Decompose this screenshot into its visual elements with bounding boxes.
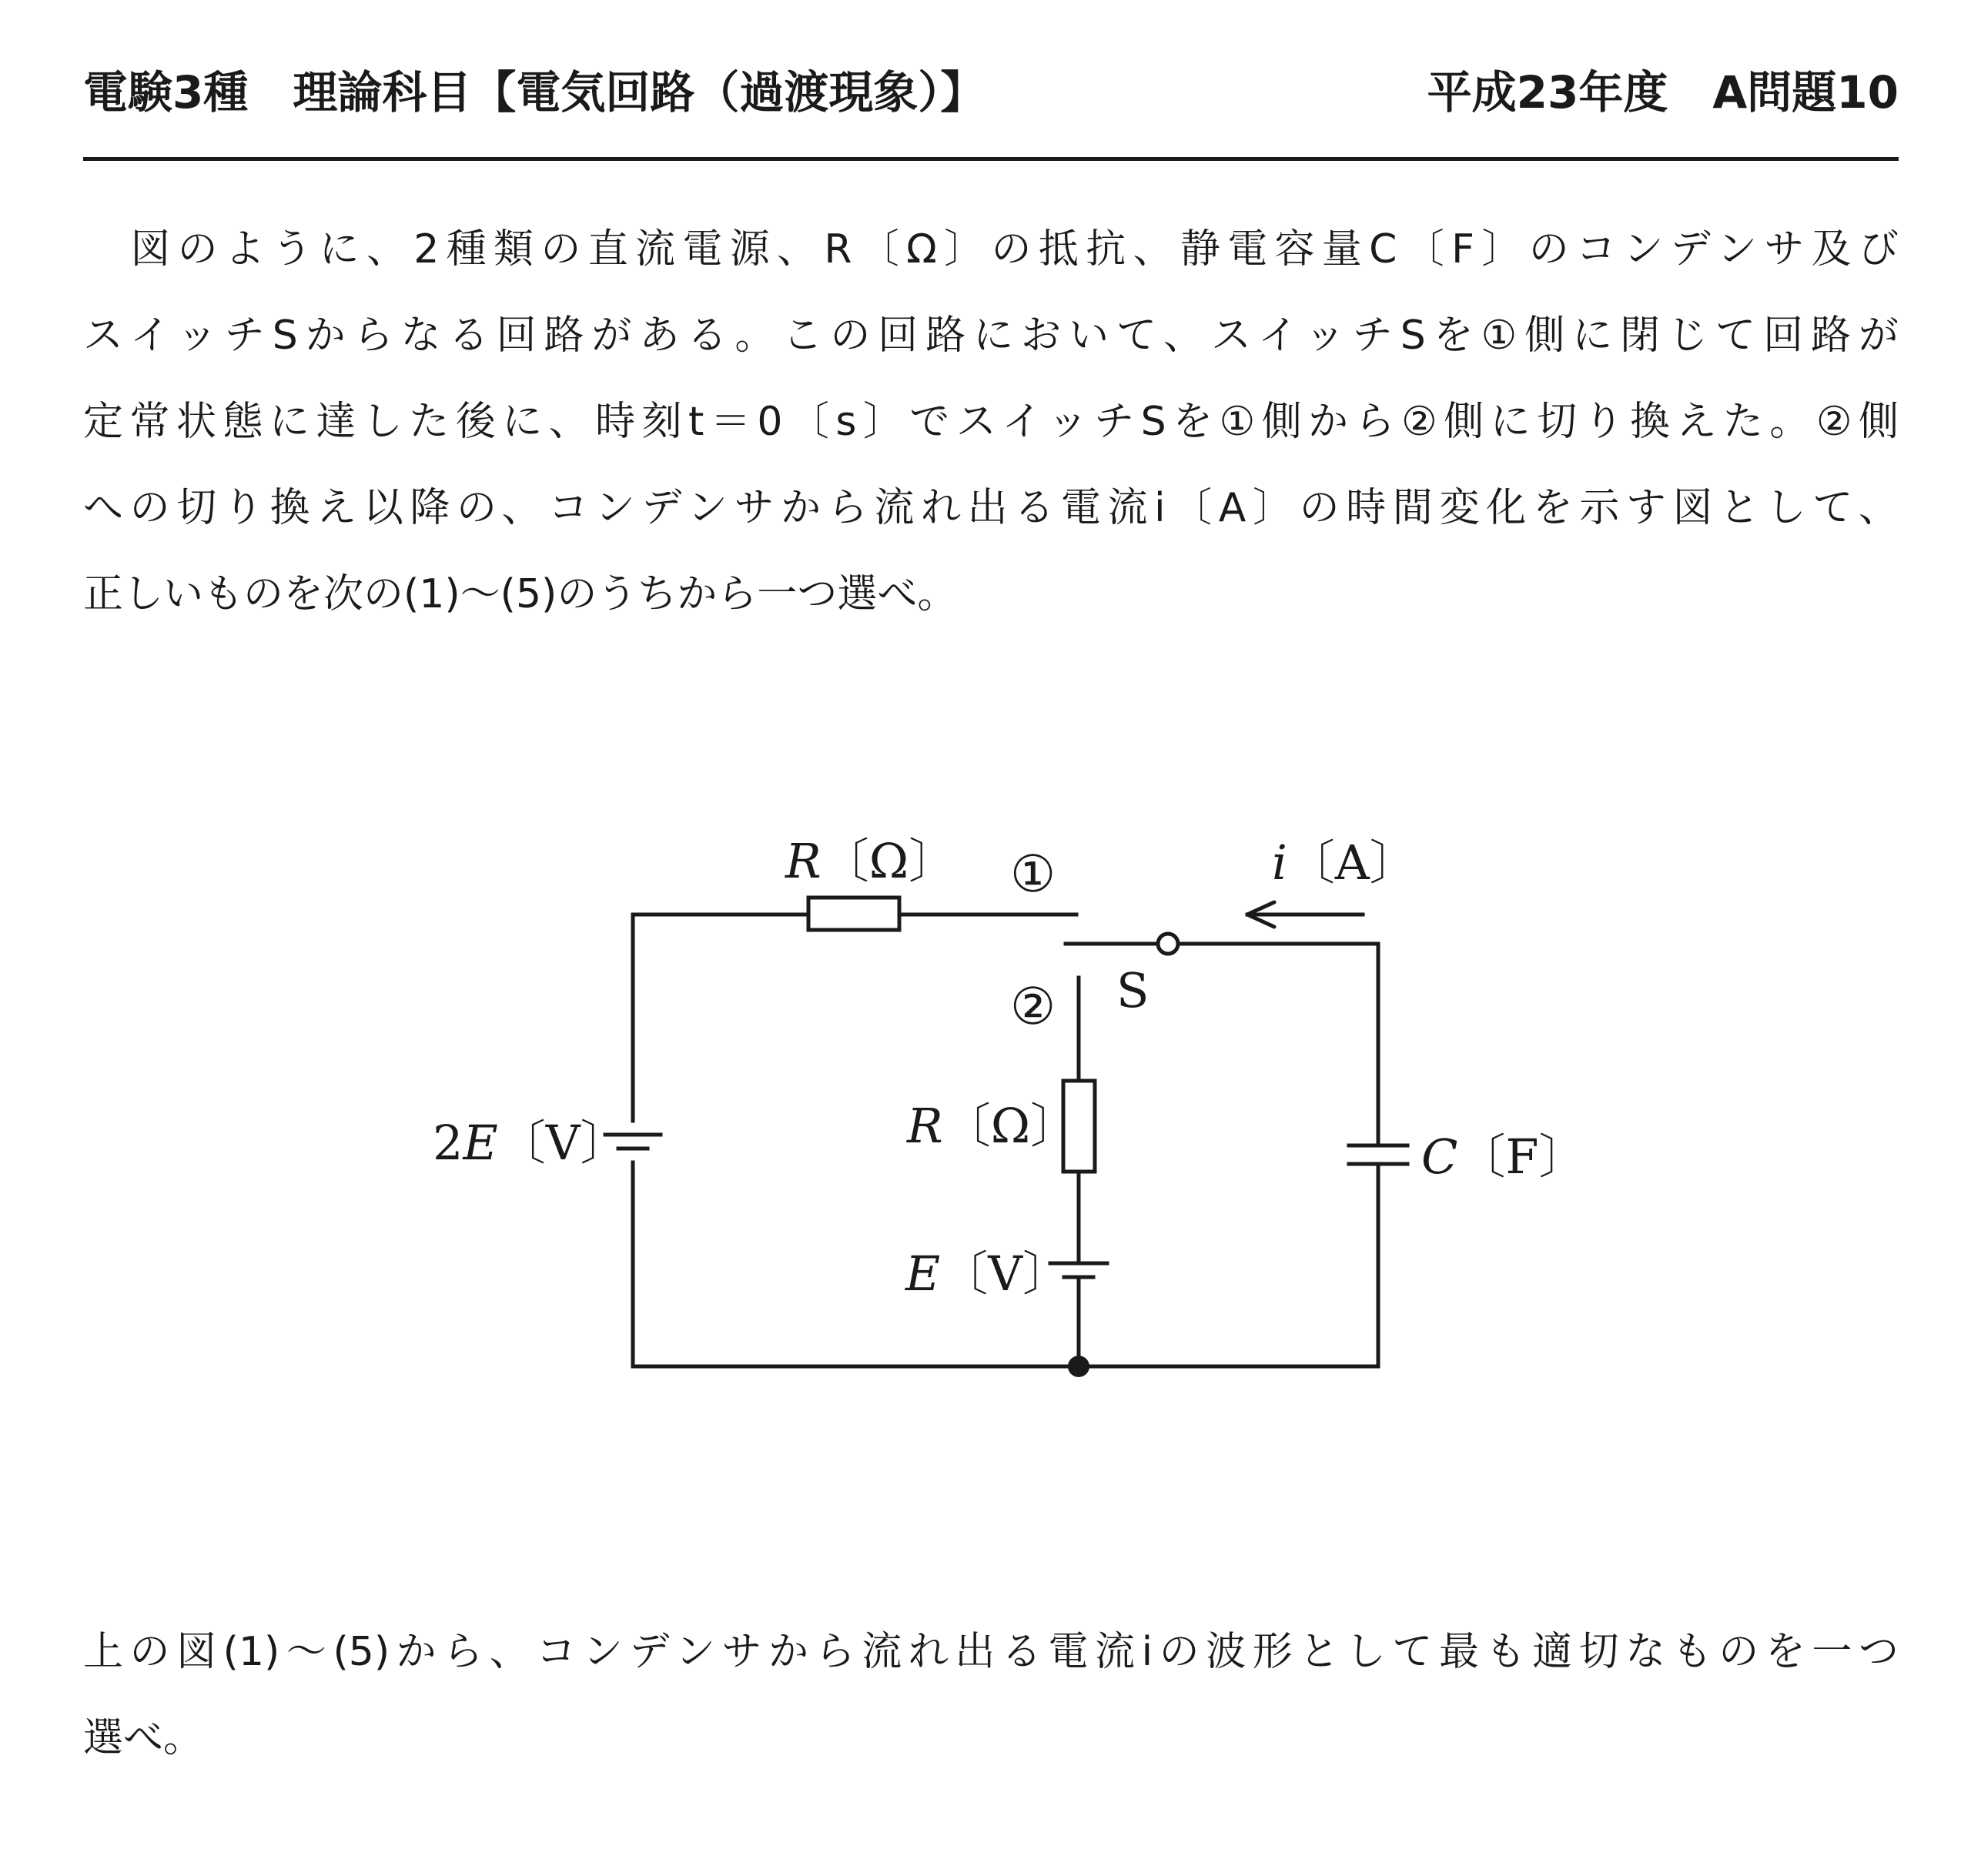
question-line: への切り換え以降の、コンデンサから流れ出る電流i〔A〕の時間変化を示す図として、 xyxy=(83,485,1899,531)
label-resistor-mid: R〔Ω〕 xyxy=(907,1098,1079,1154)
exam-year-problem: 平成23年度 A問題10 xyxy=(1427,66,1899,119)
label-terminal-2: ② xyxy=(1010,977,1056,1036)
wire-left-top xyxy=(633,915,808,1121)
instruction-line: 上の図(1)～(5)から、コンデンサから流れ出る電流iの波形として最も適切なものを一つ xyxy=(83,1629,1899,1675)
subject-title: 電験3種 理論科目【電気回路（過渡現象）】 xyxy=(83,66,986,119)
label-switch: S xyxy=(1116,962,1149,1018)
label-resistor-top: R〔Ω〕 xyxy=(785,833,957,889)
question-line: 定常状態に達した後に、時刻t＝0〔s〕でスイッチSを①側から②側に切り換えた。②側 xyxy=(83,399,1899,445)
instruction-line: 選べ。 xyxy=(83,1715,204,1761)
junction-dot xyxy=(1068,1356,1089,1377)
label-capacitor: C〔F〕 xyxy=(1421,1129,1587,1185)
wire-switch-to-capacitor xyxy=(1178,944,1378,1145)
label-terminal-1: ① xyxy=(1010,844,1056,904)
question-line: 図のように、2種類の直流電源、R〔Ω〕の抵抗、静電容量C〔F〕のコンデンサ及び xyxy=(83,226,1899,273)
label-current: i〔A〕 xyxy=(1272,834,1417,891)
label-source-left: 2E〔V〕 xyxy=(433,1115,628,1171)
question-line: スイッチSからなる回路がある。この回路において、スイッチSを①側に閉じて回路が xyxy=(83,313,1899,359)
switch-pivot xyxy=(1158,934,1178,954)
instruction-text xyxy=(83,1609,1899,1781)
question-line: 正しいものを次の(1)～(5)のうちから一つ選べ。 xyxy=(83,571,958,617)
label-source-mid: E〔V〕 xyxy=(905,1246,1071,1302)
resistor-top xyxy=(808,898,899,930)
